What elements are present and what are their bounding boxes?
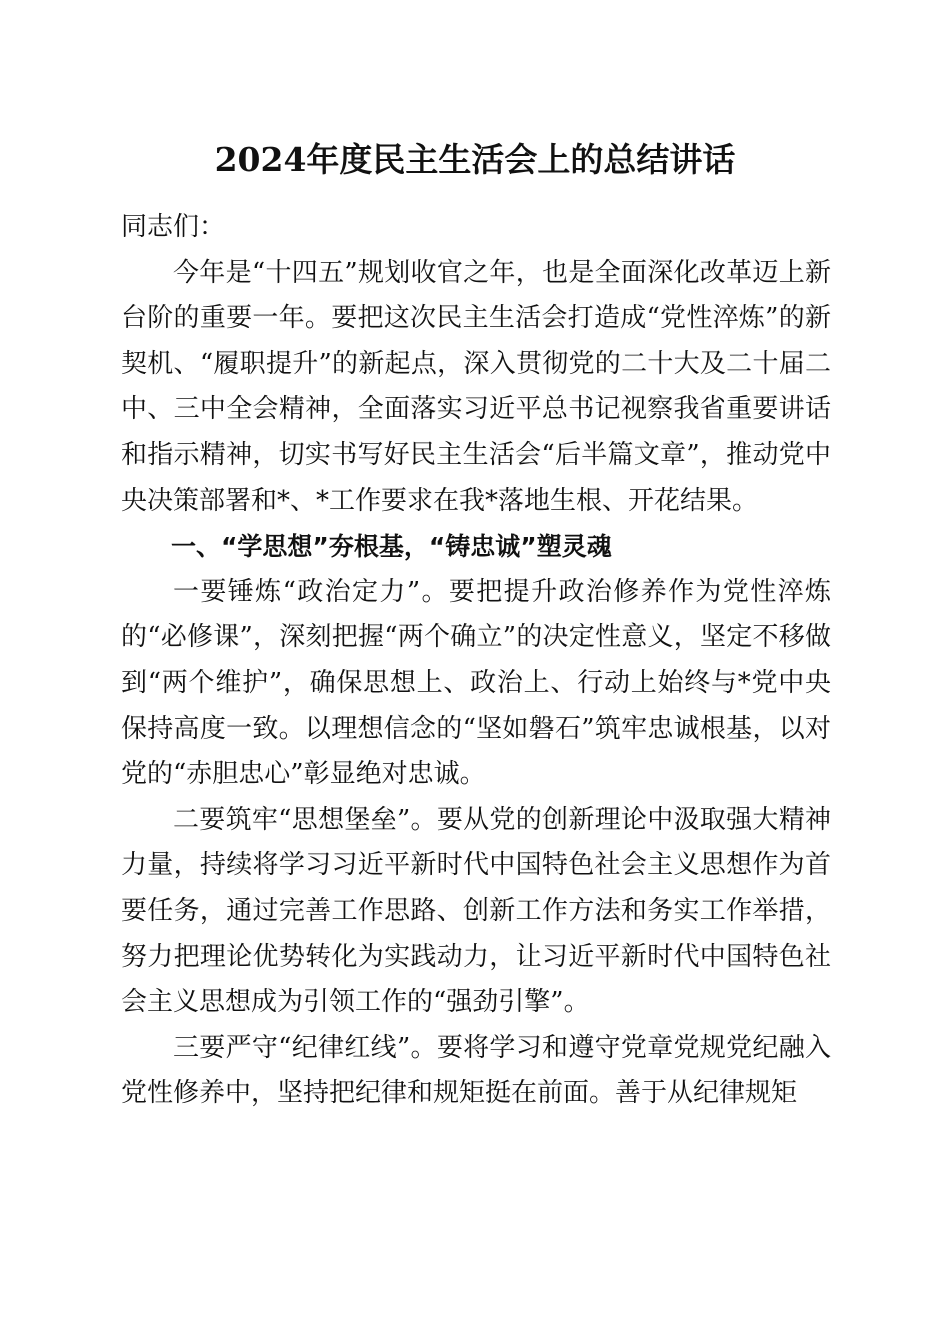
section-heading-1: 一、“学思想”夯根基，“铸忠诚”塑灵魂 bbox=[171, 532, 612, 562]
paragraph-discipline-line: 三要严守“纪律红线”。要将学习和遵守党章党规党纪融入党性修养中，坚持把纪律和规矩挺在前面。善于从纪律规矩 bbox=[121, 1032, 831, 1109]
paragraph-ideological-fortress: 二要筑牢“思想堡垒”。要从党的创新理论中汲取强大精神力量，持续将学习习近平新时代中国特色社会主义思想作为首要任务，通过完善工作思路、创新工作方法和务实工作举措，努力把理论优势转化为实践动力，让习近平新时代中国特色社会主义思想成为引领工作的“强劲引擎”。 bbox=[121, 804, 831, 1018]
intro-paragraph: 今年是“十四五”规划收官之年，也是全面深化改革迈上新台阶的重要一年。要把这次民主生活会打造成“党性淬炼”的新契机、“履职提升”的新起点，深入贯彻党的二十大及二十届二中、三中全会精神，全面落实习近平总书记视察我省重要讲话和指示精神，切实书写好民主生活会“后半篇文章”，推动党中央决策部署和*、*工作要求在我*落地生根、开花结果。 bbox=[121, 257, 831, 516]
document-body bbox=[121, 205, 831, 1117]
salutation: 同志们： bbox=[121, 212, 226, 242]
document-title: 2024年度民主生活会上的总结讲话 bbox=[214, 140, 736, 179]
paragraph-political-focus: 一要锤炼“政治定力”。要把提升政治修养作为党性淬炼的“必修课”，深刻把握“两个确立”的决定性意义，坚定不移做到“两个维护”，确保思想上、政治上、行动上始终与*党中央保持高度一致。以理想信念的“坚如磐石”筑牢忠诚根基，以对党的“赤胆忠心”彰显绝对忠诚。 bbox=[121, 576, 831, 790]
